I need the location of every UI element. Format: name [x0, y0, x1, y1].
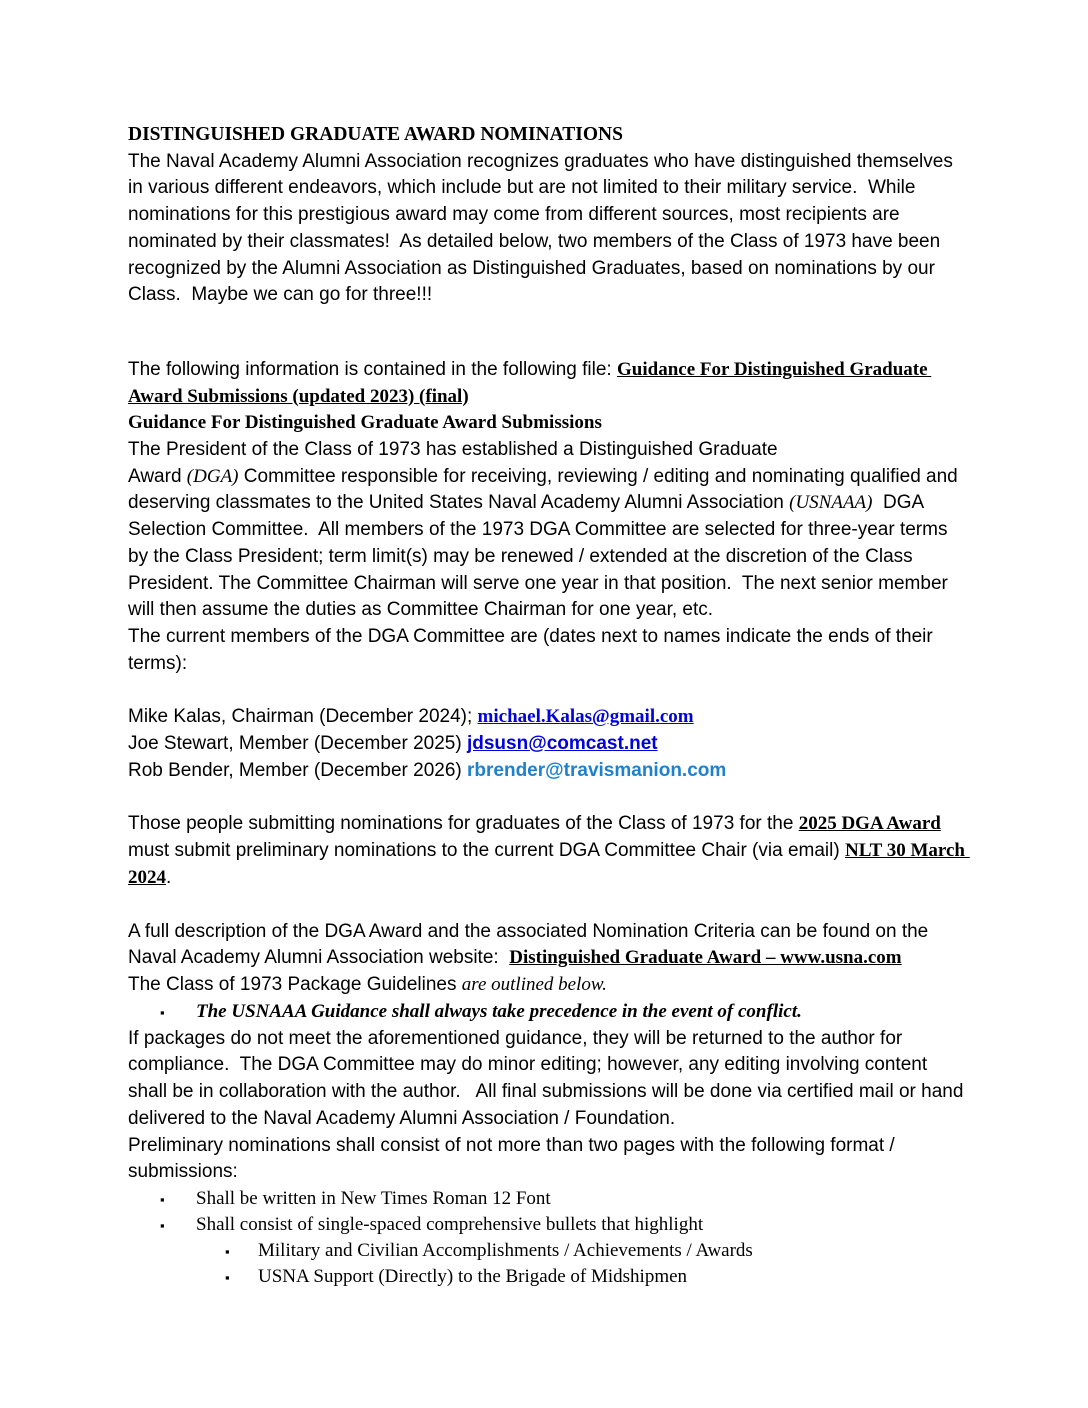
format-bullet [128, 1212, 968, 1238]
bullet-square-icon: ▪ [225, 1269, 230, 1285]
sub-bullet [128, 1238, 968, 1264]
email-link-stewart[interactable]: jdsusn@comcast.net [466, 733, 658, 755]
member-row [128, 731, 968, 758]
format-bullet-text: Shall be written in New Times Roman 12 Font [196, 1187, 551, 1209]
usnaaa-abbreviation: (USNAAA) [789, 492, 873, 514]
precedence-bullet-text: The USNAAA Guidance shall always take precedence in the event of conflict. [196, 1000, 802, 1022]
compliance-paragraph: If packages do not meet the aforementioned guidance, they will be returned to the author for compliance. The DGA Committee may do minor editing; however, any editing involving content shall be in collaboration with the author. All final submissions will be done via certified mail or hand delivered to the Naval Academy Alumni Association / Foundation. [128, 1027, 969, 1129]
award-deadline-emphasis: 2025 DGA Award [798, 813, 941, 835]
bullet-square-icon: ▪ [160, 1191, 165, 1207]
guidelines-seg1: The Class of 1973 Package Guidelines [128, 973, 462, 995]
intro-paragraph [128, 149, 968, 309]
guidance-heading: Guidance For Distinguished Graduate Award Submissions [128, 412, 602, 434]
file-link[interactable]: Guidance For Distinguished Graduate Award Submissions (updated 2023) (final) [128, 358, 932, 407]
deadline-seg1: Those people submitting nominations for graduates of the Class of 1973 for the [128, 813, 799, 835]
bullet-square-icon: ▪ [225, 1243, 230, 1259]
bullet-square-icon: ▪ [160, 1004, 165, 1020]
member-name-stewart: Joe Stewart, Member (December 2025) [128, 733, 467, 755]
date-deadline-emphasis: NLT 30 March 2024 [128, 840, 970, 888]
sub-bullet-text: USNA Support (Directly) to the Brigade of Midshipmen [258, 1265, 688, 1287]
description-paragraph [128, 919, 968, 972]
doc-title: DISTINGUISHED GRADUATE AWARD NOMINATIONS [128, 124, 623, 145]
guidelines-line [128, 972, 968, 999]
deadline-period: . [166, 866, 172, 888]
members-list [128, 704, 968, 784]
description-seg1: A full description of the DGA Award and the associated Nomination Criteria can be found on the Naval Academy Alumni Association website: [128, 920, 934, 969]
precedence-bullet [128, 999, 968, 1026]
preliminary-line: Preliminary nominations shall consist of not more than two pages with the following format / submissions: [128, 1134, 900, 1183]
file-reference-paragraph [128, 357, 968, 410]
sub-bullet-text: Military and Civilian Accomplishments / Achievements / Awards [258, 1239, 753, 1261]
committee-line1: The President of the Class of 1973 has established a Distinguished Graduate [128, 439, 778, 461]
intro-text: The Naval Academy Alumni Association recognizes graduates who have distinguished themselves in various different endeavors, which include but are not limited to their military service. While nominations for this prestigious award may come from different sources, most recipients are nominated by their classmates! As detailed below, two members of the Class of 1973 have been recognized by the Alumni Association as Distinguished Graduates, based on nominations by our Class. Maybe we can go for three!!! [128, 150, 959, 306]
format-bullet-text: Shall consist of single-spaced comprehensive bullets that highlight [196, 1213, 704, 1235]
committee-seg2: Committee responsible for receiving, reviewing / editing and nominating qualified and deserving classmates to the United States Naval Academy Alumni Association [128, 465, 964, 514]
format-bullet [128, 1186, 968, 1212]
member-row [128, 758, 968, 785]
email-link-kalas[interactable]: michael.Kalas@gmail.com [477, 706, 694, 728]
format-bullet-list [128, 1186, 968, 1290]
committee-seg3: DGA Selection Committee. All members of the 1973 DGA Committee are selected for three-year terms by the Class President; term limit(s) may be renewed / extended at the discretion of the Class President. The Committee Chairman will serve one year in that position. The next senior member will then assume the duties as Committee Chairman for one year, etc. [128, 492, 954, 621]
sub-bullet [128, 1264, 968, 1290]
file-reference-prefix: The following information is contained in the following file: [128, 358, 617, 380]
deadline-seg2: must submit preliminary nominations to the current DGA Committee Chair (via email) [128, 813, 947, 862]
bullet-square-icon: ▪ [160, 1217, 165, 1233]
committee-seg1: Award [128, 465, 187, 487]
website-link[interactable]: Distinguished Graduate Award – www.usna.com [509, 947, 902, 969]
committee-paragraph [128, 437, 968, 624]
deadline-paragraph [128, 811, 968, 891]
guidelines-italic: are outlined below. [461, 973, 607, 995]
member-row [128, 704, 968, 731]
dga-abbreviation: (DGA) [186, 465, 239, 487]
members-intro: The current members of the DGA Committee are (dates next to names indicate the ends of their terms): [128, 625, 938, 674]
email-link-bender[interactable]: rbrender@travismanion.com [467, 759, 727, 781]
member-name-kalas: Mike Kalas, Chairman (December 2024); [128, 706, 478, 728]
member-name-bender: Rob Bender, Member (December 2026) [128, 759, 467, 781]
